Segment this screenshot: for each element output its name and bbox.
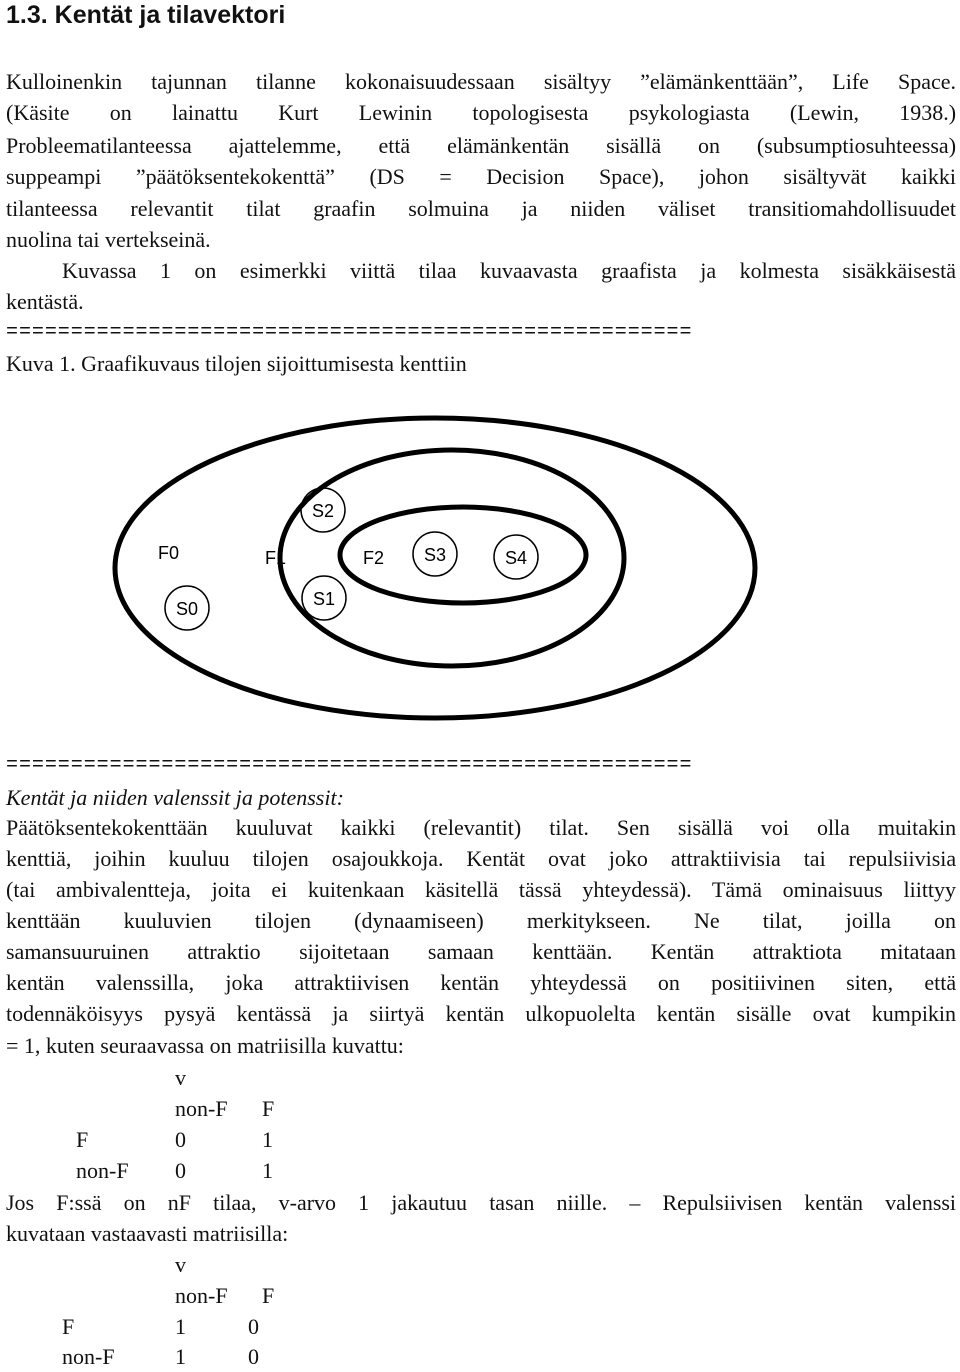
state-s1 — [302, 576, 346, 620]
intro-line-6: nuolina tai vertekseinä. — [6, 227, 211, 252]
para2-line-2: kentästä. — [6, 289, 84, 314]
state-s4 — [494, 535, 538, 579]
after-matrix-line-1: Jos F:ssä on nF tilaa, v-arvo 1 jakautuu tasan niille. – Repulsiivisen kentän valenssi — [6, 1190, 956, 1215]
section-heading: 1.3. Kentät ja tilavektori — [6, 1, 286, 29]
matrix1-col-nonf: non-F — [175, 1096, 228, 1121]
matrix2-col-f: F — [262, 1283, 275, 1308]
state-s0 — [165, 586, 209, 630]
subheading: Kentät ja niiden valenssit ja potenssit: — [6, 785, 344, 810]
body-line-1: Päätöksentekokenttään kuuluvat kaikki (relevantit) tilat. Sen sisällä voi olla muitakin — [6, 815, 956, 840]
field-f2-label: F2 — [363, 548, 385, 568]
matrix1-v-label: v — [175, 1065, 186, 1090]
field-f0-label: F0 — [158, 543, 180, 563]
matrix2-row2-val2: 0 — [248, 1344, 259, 1369]
state-s3-label: S3 — [423, 545, 447, 565]
matrix2-row1-label: F — [62, 1314, 75, 1339]
separator-bottom: ===================================================== — [6, 754, 693, 777]
state-s2-label: S2 — [311, 501, 335, 521]
after-matrix-line-2: kuvataan vastaavasti matriisilla: — [6, 1221, 289, 1246]
separator-top: ===================================================== — [6, 321, 693, 344]
matrix2-v-label: v — [175, 1252, 186, 1277]
matrix1-row2-label: non-F — [76, 1158, 129, 1183]
para2-line-1: Kuvassa 1 on esimerkki viittä tilaa kuvaavasta graafista ja kolmesta sisäkkäisestä — [62, 258, 956, 283]
body-line-3: (tai ambivalentteja, joita ei kuitenkaan käsitellä tässä yhteydessä). Tämä ominaisuus liittyy — [6, 877, 956, 902]
body-line-8: = 1, kuten seuraavassa on matriisilla kuvattu: — [6, 1033, 404, 1058]
intro-line-3: Probleematilanteessa ajattelemme, että elämänkentän sisällä on (subsumptiosuhteessa) — [6, 133, 956, 158]
body-line-7: todennäköisyys pysyä kentässä ja siirtyä kentän ulkopuolelta kentän sisälle ovat kumpikin — [6, 1001, 956, 1026]
matrix2-row2-val1: 1 — [175, 1344, 186, 1369]
matrix2-row1-val1: 1 — [175, 1314, 186, 1339]
state-s3 — [413, 532, 457, 576]
field-f1-label: F1 — [265, 548, 287, 568]
body-line-5: samansuuruinen attraktio sijoitetaan samaan kenttään. Kentän attraktiota mitataan — [6, 939, 956, 964]
field-f1-ellipse — [280, 450, 624, 666]
matrix2-col-nonf: non-F — [175, 1283, 228, 1308]
state-s2 — [301, 488, 345, 532]
intro-line-1: Kulloinenkin tajunnan tilanne kokonaisuudessaan sisältyy ”elämänkenttään”, Life Space. — [6, 69, 956, 94]
body-line-6: kentän valenssilla, joka attraktiivisen kentän yhteydessä on positiivinen siten, että — [6, 970, 956, 995]
body-line-2: kenttiä, joihin kuuluu tilojen osajoukkoja. Kentät ovat joko attraktiivisia tai repulsiivisia — [6, 846, 956, 871]
state-s0-label: S0 — [175, 599, 199, 619]
matrix1-row1-val2: 1 — [262, 1127, 273, 1152]
intro-line-4: suppeampi ”päätöksentekokenttä” (DS = Decision Space), johon sisältyvät kaikki — [6, 164, 956, 189]
matrix1-row2-val2: 1 — [262, 1158, 273, 1183]
field-f0-ellipse — [115, 418, 755, 718]
matrix1-row1-val1: 0 — [175, 1127, 186, 1152]
intro-line-5: tilanteessa relevantit tilat graafin solmuina ja niiden väliset transitiomahdollisuudet — [6, 196, 956, 221]
matrix1-col-f: F — [262, 1096, 275, 1121]
field-diagram — [0, 410, 960, 745]
body-line-4: kenttään kuuluvien tilojen (dynaamiseen) merkitykseen. Ne tilat, joilla on — [6, 908, 956, 933]
matrix2-row2-label: non-F — [62, 1344, 115, 1369]
matrix1-row2-val1: 0 — [175, 1158, 186, 1183]
intro-line-2: (Käsite on lainattu Kurt Lewinin topologisesta psykologiasta (Lewin, 1938.) — [6, 100, 956, 125]
state-s1-label: S1 — [312, 589, 336, 609]
matrix1-row1-label: F — [76, 1127, 89, 1152]
state-s4-label: S4 — [504, 548, 528, 568]
matrix2-row1-val2: 0 — [248, 1314, 259, 1339]
figure-caption: Kuva 1. Graafikuvaus tilojen sijoittumisesta kenttiin — [6, 351, 467, 376]
